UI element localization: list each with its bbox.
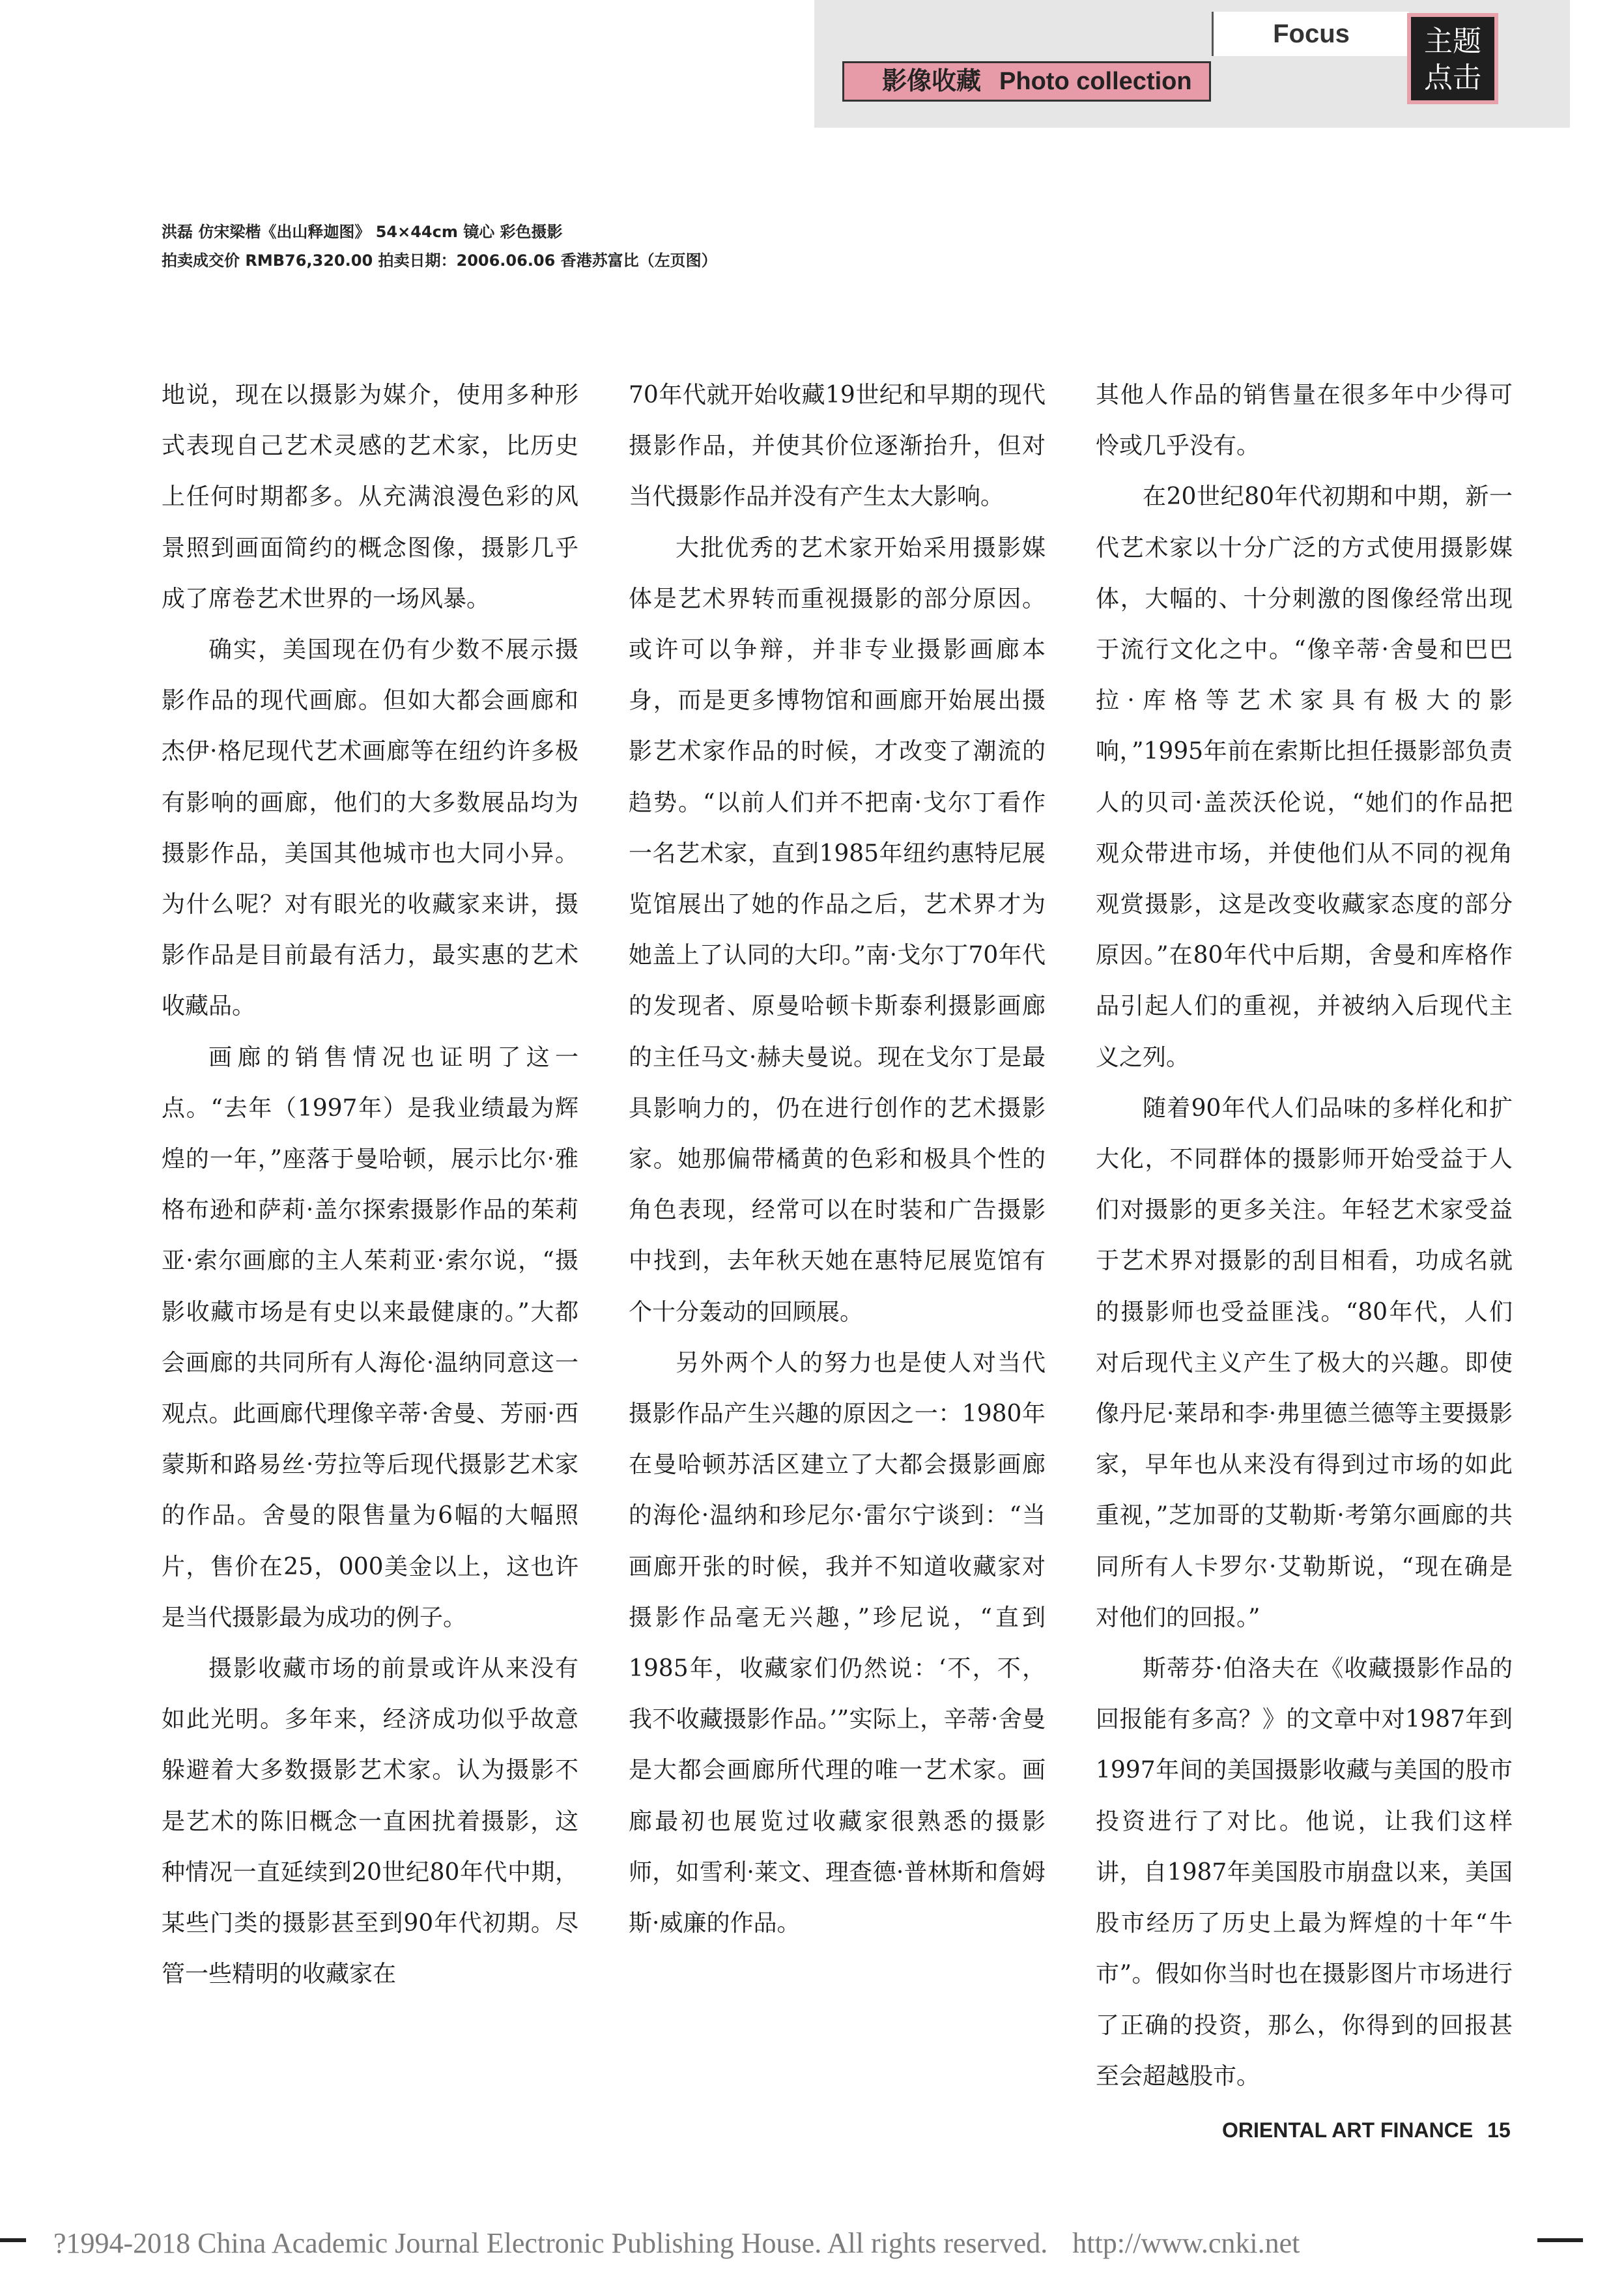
paragraph: 随着90年代人们品味的多样化和扩大化，不同群体的摄影师开始受益于人们对摄影的更多关注。年轻艺术家受益于艺术界对摄影的刮目相看，功成名就的摄影师也受益匪浅。“80年代，人们对后现代主义产生了极大的兴趣。即使像丹尼·莱昂和李·弗里德兰德等主要摄影家，早年也从来没有得到过市场的如此重视，”芝加哥的艾勒斯·考第尔画廊的共同所有人卡罗尔·艾勒斯说，“现在确是对他们的回报。” <box>1096 1094 1513 1631</box>
article-column-2 <box>629 370 1046 1949</box>
paragraph: 画廊的销售情况也证明了这一点。“去年（1997年）是我业绩最为辉煌的一年，”座落于曼哈顿，展示比尔·雅格布逊和萨莉·盖尔探索摄影作品的茱莉亚·索尔画廊的主人茱莉亚·索尔说，“摄影收藏市场是有史以来最健康的。”大都会画廊的共同所有人海伦·温纳同意这一观点。此画廊代理像辛蒂·舍曼、芳丽·西蒙斯和路易丝·劳拉等后现代摄影艺术家的作品。舍曼的限售量为6幅的大幅照片，售价在25，000美金以上，这也许是当代摄影最为成功的例子。 <box>162 1044 578 1631</box>
focus-label: Focus <box>1212 12 1409 56</box>
article-column-1 <box>162 370 578 2000</box>
caption-line-auction: 拍卖成交价 RMB76,320.00 拍卖日期：2006.06.06 香港苏富比（左页图） <box>162 251 717 270</box>
section-tab <box>842 61 1211 102</box>
caption-line-artwork: 洪磊 仿宋梁楷《出山释迦图》 54×44cm 镜心 彩色摄影 <box>162 223 563 241</box>
image-caption <box>162 218 943 275</box>
paragraph: 确实，美国现在仍有少数不展示摄影作品的现代画廊。但如大都会画廊和杰伊·格尼现代艺术画廊等在纽约许多极有影响的画廊，他们的大多数展品均为摄影作品，美国其他城市也大同小异。为什么呢？对有眼光的收藏家来讲，摄影作品是目前最有活力，最实惠的艺术收藏品。 <box>162 636 578 1020</box>
topic-badge <box>1407 13 1498 104</box>
section-title-cn: 影像收藏 <box>882 68 982 95</box>
paragraph: 另外两个人的努力也是使人对当代摄影作品产生兴趣的原因之一：1980年在曼哈顿苏活区建立了大都会摄影画廊的海伦·温纳和珍尼尔·雷尔宁谈到：“当画廊开张的时候，我并不知道收藏家对摄影作品毫无兴趣，”珍尼说，“直到1985年，收藏家们仍然说：‘不，不，我不收藏摄影作品。’”实际上，辛蒂·舍曼是大都会画廊所代理的唯一艺术家。画廊最初也展览过收藏家很熟悉的摄影师，如雪利·莱文、理查德·普林斯和詹姆斯·威廉的作品。 <box>629 1349 1046 1937</box>
paragraph: 大批优秀的艺术家开始采用摄影媒体是艺术界转而重视摄影的部分原因。或许可以争辩，并非专业摄影画廊本身，而是更多博物馆和画廊开始展出摄影艺术家作品的时候，才改变了潮流的趋势。“以前人们并不把南·戈尔丁看作一名艺术家，直到1985年纽约惠特尼展览馆展出了她的作品之后，艺术界才为她盖上了认同的大印。”南·戈尔丁70年代的发现者、原曼哈顿卡斯泰利摄影画廊的主任马文·赫夫曼说。现在戈尔丁是最具影响力的，仍在进行创作的艺术摄影家。她那偏带橘黄的色彩和极具个性的角色表现，经常可以在时装和广告摄影中找到，去年秋天她在惠特尼展览馆有个十分轰动的回顾展。 <box>629 534 1046 1326</box>
cnki-link[interactable]: http://www.cnki.net <box>1072 2227 1300 2259</box>
crop-mark-right <box>1537 2238 1583 2242</box>
paragraph: 斯蒂芬·伯洛夫在《收藏摄影作品的回报能有多高？》的文章中对1987年到1997年间的美国摄影收藏与美国的股市投资进行了对比。他说，让我们这样讲，自1987年美国股市崩盘以来，美国股市经历了历史上最为辉煌的十年“牛市”。假如你当时也在摄影图片市场进行了正确的投资，那么，你得到的回报甚至会超越股市。 <box>1096 1655 1513 2090</box>
crop-mark-left <box>0 2238 26 2242</box>
page-number: 15 <box>1487 2118 1511 2142</box>
copyright-text: ?1994-2018 China Academic Journal Electronic Publishing House. All rights reserved. <box>53 2227 1048 2259</box>
paragraph: 在20世纪80年代初期和中期，新一代艺术家以十分广泛的方式使用摄影媒体，大幅的、十分刺激的图像经常出现于流行文化之中。“像辛蒂·舍曼和巴巴拉·库格等艺术家具有极大的影响，”1995年前在索斯比担任摄影部负责人的贝司·盖茨沃伦说，“她们的作品把观众带进市场，并使他们从不同的视角观赏摄影，这是改变收藏家态度的部分原因。”在80年代中后期，舍曼和库格作品引起人们的重视，并被纳入后现代主义之列。 <box>1096 483 1513 1071</box>
article-column-3 <box>1096 370 1513 2102</box>
paragraph: 70年代就开始收藏19世纪和早期的现代摄影作品，并使其价位逐渐抬升，但对当代摄影作品并没有产生太大影响。 <box>629 382 1046 511</box>
topic-badge-line1: 主题 <box>1424 25 1481 58</box>
publication-name: ORIENTAL ART FINANCE <box>1222 2118 1474 2142</box>
topic-badge-line2: 点击 <box>1424 61 1481 94</box>
copyright-watermark <box>53 2227 1356 2260</box>
section-title-en: Photo collection <box>999 68 1192 95</box>
paragraph: 摄影收藏市场的前景或许从来没有如此光明。多年来，经济成功似乎故意躲避着大多数摄影艺术家。认为摄影不是艺术的陈旧概念一直困扰着摄影，这种情况一直延续到20世纪80年代中期，某些门类的摄影甚至到90年代初期。尽管一些精明的收藏家在 <box>162 1655 578 1988</box>
paragraph: 地说，现在以摄影为媒介，使用多种形式表现自己艺术灵感的艺术家，比历史上任何时期都多。从充满浪漫色彩的风景照到画面简约的概念图像，摄影几乎成了席卷艺术世界的一场风暴。 <box>162 382 578 612</box>
paragraph: 其他人作品的销售量在很多年中少得可怜或几乎没有。 <box>1096 382 1513 460</box>
page-footer <box>1222 2118 1515 2142</box>
